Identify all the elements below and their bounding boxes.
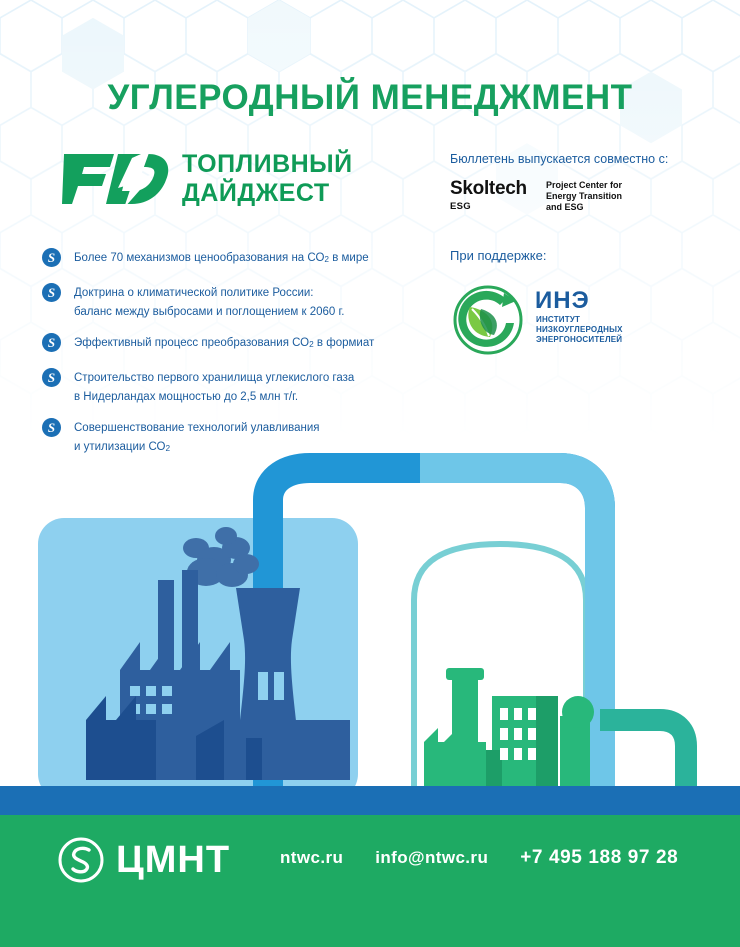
skoltech-logo [450,178,700,212]
highlight-item [42,283,462,320]
footer-brand: ЦМНТ [116,839,231,881]
s-bullet-icon: S [42,418,61,437]
cmnt-logo-icon [58,837,104,883]
highlight-text: Совершенствование технологий улавливания и утилизации СО2 [74,422,320,453]
footer-phone[interactable]: +7 495 188 97 28 [520,847,679,868]
skoltech-center-line1: Project Center for [546,180,623,190]
footer-email[interactable]: info@ntwc.ru [375,848,489,867]
industry-illustration [0,420,740,820]
skoltech-center-name [546,180,622,213]
inhe-name: ИНЭ [535,287,590,314]
page-title: УГЛЕРОДНЫЙ МЕНЕДЖМЕНТ [107,78,633,117]
inhe-logo [450,285,690,355]
footer-bar [0,815,740,947]
joint-publication-label: Бюллетень выпускается совместно с: [450,152,669,166]
logo-word-line2: ДАЙДЖЕСТ [182,179,330,207]
highlight-item [42,333,462,355]
s-bullet-icon: S [42,368,61,387]
support-label: При поддержке: [450,248,547,263]
highlight-text: Доктрина о климатической политике России: баланс между выбросами и поглощением к 2060 г. [74,287,345,318]
skoltech-center-line3: and ESG [546,202,584,212]
highlight-item [42,248,462,270]
highlight-text: Более 70 механизмов ценообразования на СО2 в мире [74,252,369,265]
s-bullet-icon: S [42,333,61,352]
logo-word-line1: ТОПЛИВНЫЙ [182,150,353,178]
inhe-sub-line3: ЭНЕРГОНОСИТЕЛЕЙ [536,335,623,344]
skoltech-center-line2: Energy Transition [546,191,623,201]
inhe-leaf-icon [450,285,530,355]
s-bullet-icon: S [42,283,61,302]
inhe-subtitle [536,315,623,345]
highlight-text: Строительство первого хранилища углекислого газа в Нидерландах мощностью до 2,5 млн т/г. [74,372,355,403]
footer-contacts [280,847,710,869]
skoltech-esg-label: ESG [450,201,471,212]
inhe-sub-line1: ИНСТИТУТ [536,315,581,324]
footer-website[interactable]: ntwc.ru [280,848,344,867]
fuel-digest-logo-mark [62,150,172,208]
highlight-item [42,368,462,405]
s-bullet-icon: S [42,248,61,267]
highlight-text: Эффективный процесс преобразования СО2 в формиат [74,337,375,350]
inhe-sub-line2: НИЗКОУГЛЕРОДНЫХ [536,325,623,334]
fuel-digest-wordmark [182,150,353,208]
skoltech-name: Skoltech [450,178,527,199]
